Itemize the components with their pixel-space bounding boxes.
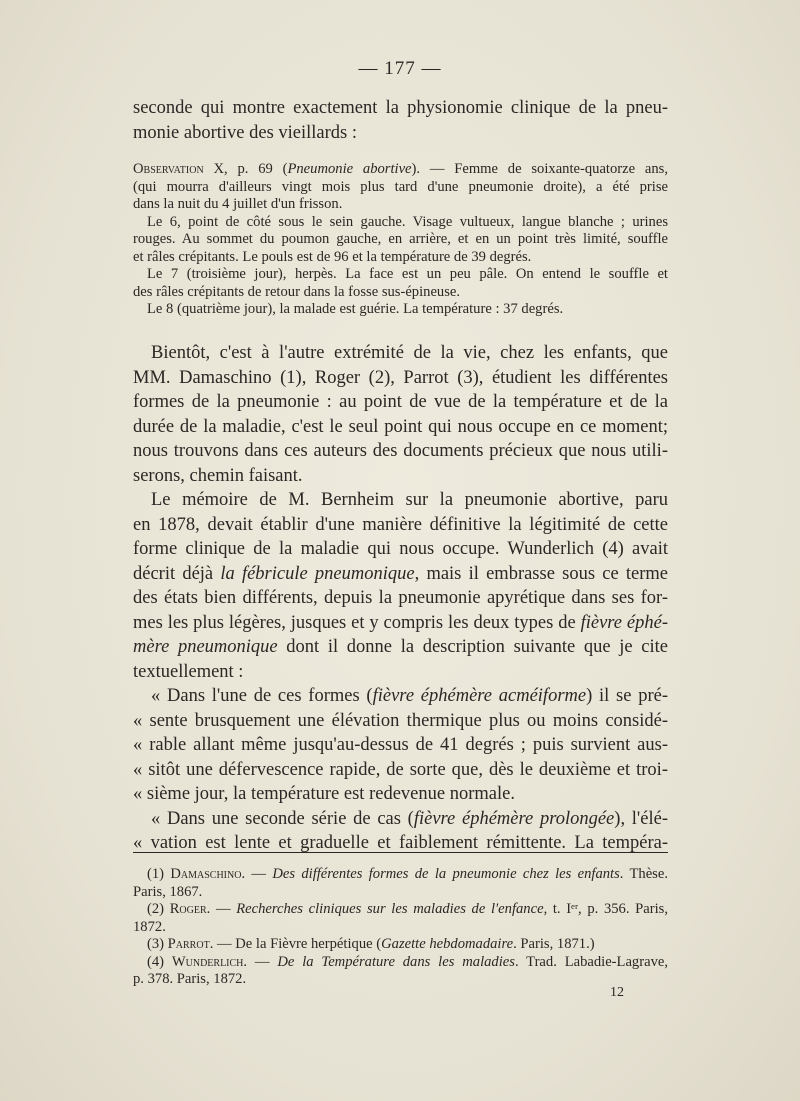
- text-fragment: , t. Iᵉʳ, p. 356. Paris,: [543, 901, 668, 917]
- text-fragment: mes les plus légères, jusques et y compris les deux types de: [133, 612, 581, 633]
- footnote-author: Roger: [169, 901, 207, 917]
- quote-line: « sième jour, la température est redevenue normale.: [133, 784, 515, 804]
- quote-line: « vation est lente et graduelle et faiblement rémittente. La tempéra-: [133, 833, 668, 853]
- text-fragment: « Dans l'une de ces formes (: [151, 686, 373, 706]
- italic-term: la fébricule pneumonique: [220, 563, 415, 584]
- footnote-author: Wunderlich: [171, 953, 244, 970]
- text-fragment: (1): [147, 866, 171, 882]
- footnote-1: [133, 866, 668, 884]
- footnote-title: Gazette hebdomadaire: [381, 936, 514, 952]
- footnote-4: [133, 954, 668, 972]
- observation-heading-line: [133, 161, 668, 179]
- intro-paragraph: [133, 96, 668, 145]
- text-line: seconde qui montre exactement la physionomie clinique de la pneu-: [133, 98, 668, 118]
- text-fragment: , mais il embrasse sous ce terme: [414, 563, 668, 584]
- quote-line: [133, 684, 668, 709]
- text-line: rouges. Au sommet du poumon gauche, en arrière, et en un point très limité, souffle: [133, 231, 668, 247]
- page-number: — 177 —: [358, 58, 442, 79]
- text-line: des râles crépitants de retour dans la fosse sus-épineuse.: [133, 283, 461, 300]
- body-paragraphs: [133, 341, 668, 856]
- text-line: et râles crépitants. Le pouls est de 96 et la température de 39 degrés.: [133, 248, 532, 265]
- text-line: Le 8 (quatrième jour), la malade est guérie. La température : 37 degrés.: [147, 301, 564, 317]
- footnote-title: De la Température dans les maladies: [277, 953, 515, 970]
- footnotes: [133, 866, 668, 989]
- text-line: Bientôt, c'est à l'autre extrémité de la vie, chez les enfants, que: [151, 343, 668, 363]
- quote-line: « sitôt une défervescence rapide, de sorte que, dès le deuxième et troi-: [133, 759, 668, 780]
- printer-signature: 12: [610, 985, 624, 1000]
- footnote-author: Parrot: [167, 936, 210, 952]
- footnote-2-cont: 1872.: [133, 918, 166, 935]
- text-fragment: ) il se pré-: [586, 686, 669, 706]
- text-line: formes de la pneumonie : au point de vue de la température et de la: [133, 392, 668, 412]
- text-line: [133, 611, 668, 636]
- text-line: des états bien différents, depuis la pneumonie apyrétique dans ses for-: [133, 588, 668, 608]
- text-fragment: dont il donne la description suivante que je cite: [277, 637, 668, 657]
- italic-term: fièvre éphémère acméiforme: [372, 686, 587, 706]
- text-fragment: . Paris, 1871.): [513, 936, 595, 952]
- footnote-1-cont: Paris, 1867.: [133, 883, 203, 900]
- text-fragment: . —: [206, 901, 237, 917]
- observation-title: Pneumonie abortive: [287, 161, 412, 177]
- text-fragment: ). — Femme de soixante-quatorze ans,: [411, 161, 668, 177]
- footnote-2: [133, 901, 668, 919]
- text-fragment: décrit déjà: [133, 563, 221, 584]
- text-line: serons, chemin faisant.: [133, 465, 303, 486]
- text-line: [133, 562, 668, 587]
- footnote-author: Damaschino: [170, 866, 242, 882]
- observation-block: [133, 161, 668, 319]
- quote-line: « sente brusquement une élévation thermique plus ou moins considé-: [133, 710, 668, 731]
- text-fragment: . Trad. Labadie-Lagrave,: [514, 953, 668, 970]
- text-line: MM. Damaschino (1), Roger (2), Parrot (3), étudient les différentes: [133, 367, 668, 388]
- text-fragment: . —: [241, 866, 273, 882]
- text-fragment: . — De la Fièvre herpétique (: [209, 936, 382, 952]
- text-line: textuellement :: [133, 661, 244, 682]
- italic-term: fièvre éphé-: [580, 612, 668, 633]
- text-line: [133, 635, 668, 660]
- text-fragment: (3): [147, 936, 168, 952]
- quote-line: « rable allant même jusqu'au-dessus de 41 degrés ; puis survient aus-: [133, 735, 668, 755]
- text-line: Le 7 (troisième jour), herpès. La face est un peu pâle. On entend le souffle et: [147, 266, 668, 282]
- footnote-title: Des différentes formes de la pneumonie chez les enfants: [272, 866, 620, 882]
- footnote-3: [133, 936, 668, 954]
- text-fragment: (4): [147, 953, 172, 970]
- text-line: en 1878, devait établir d'une manière définitive la légitimité de cette: [133, 514, 668, 535]
- italic-term: fièvre éphémère prolongée: [413, 808, 615, 829]
- text-line: Le 6, point de côté sous le sein gauche. Visage vultueux, langue blanche ; urines: [147, 213, 668, 230]
- text-fragment: (2): [147, 901, 170, 917]
- text-line: nous trouvons dans ces auteurs des documents précieux que nous utili-: [133, 441, 668, 461]
- text-line: forme clinique de la maladie qui nous occupe. Wunderlich (4) avait: [133, 539, 668, 559]
- footnote-4-cont: p. 378. Paris, 1872.: [133, 971, 247, 987]
- quote-line: [133, 807, 668, 832]
- text-line: monie abortive des vieillards :: [133, 122, 357, 143]
- text-fragment: . Thèse.: [619, 866, 668, 882]
- text-line: Le mémoire de M. Bernheim sur la pneumonie abortive, paru: [151, 490, 668, 510]
- text-fragment: X, p. 69 (: [203, 161, 288, 177]
- text-line: (qui mourra d'ailleurs vingt mois plus tard d'une pneumonie droite), a été prise: [133, 178, 668, 195]
- italic-term: mère pneumonique: [133, 637, 278, 657]
- text-line: dans la nuit du 4 juillet d'un frisson.: [133, 196, 343, 212]
- footnote-rule: [133, 852, 668, 853]
- text-fragment: . —: [243, 953, 278, 970]
- text-fragment: ), l'élé-: [614, 808, 668, 829]
- footnote-title: Recherches cliniques sur les maladies de l'enfance: [236, 901, 544, 917]
- observation-label: Observation: [133, 161, 204, 177]
- text-fragment: « Dans une seconde série de cas (: [151, 808, 414, 829]
- text-line: durée de la maladie, c'est le seul point qui nous occupe en ce moment;: [133, 416, 668, 437]
